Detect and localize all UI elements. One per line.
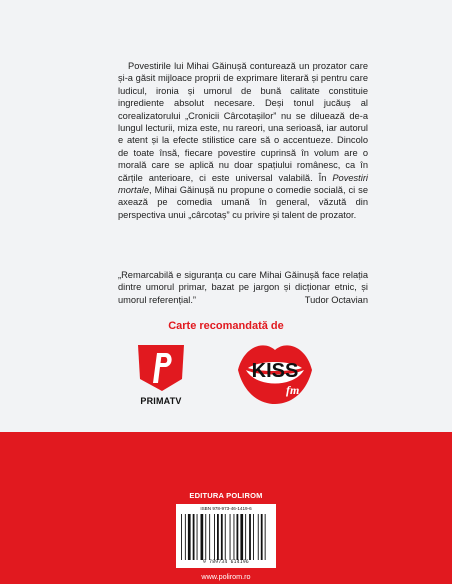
publisher-name: EDITURA POLIROM: [189, 491, 263, 500]
blurb-text: [118, 60, 368, 221]
quote-text: „Remarcabilă e siguranța cu care Mihai Găinușă face relația dintre umorul primar, bazat pe jargon și dicționar etnic, și umorul referențial.”: [118, 270, 368, 305]
prima-tv-logo-icon: [136, 341, 186, 393]
book-title-inline: Povestiri mortale: [118, 172, 368, 196]
blurb-paragraph: [118, 60, 368, 221]
recommended-by-label: Carte recomandată de: [168, 320, 284, 332]
quote-author: Tudor Octavian: [304, 295, 368, 305]
publisher-website: www.polirom.ro: [201, 572, 251, 581]
blurb-part-1: Povestirile lui Mihai Găinușă conturează un prozator care și-a găsit mijloace proprii de exprimare literară și pentru care ludicul, ironia și umorul de bună calitate constituie ingrediente absolut necesare. Deși tonul jucăuș al corealizatorului „Cronicii Cârcotașilor” nu se diluează de-a lungul lecturii, miza este, nu rareori, una serioasă, iar autorul e atent și la efecte stilistice care să o accentueze. Dincolo de toate însă, fiecare povestire cuprinsă în volum are o morală care se aplică nu doar spațiului românesc, ca în cărțile anterioare, ci este universal valabilă. În: [118, 61, 368, 183]
kiss-fm-logo-icon: [234, 336, 316, 408]
prima-tv-logo-text: PRIMATV: [140, 396, 182, 406]
kiss-logo-text: KISS: [251, 360, 299, 382]
kiss-logo-fm: fm: [286, 383, 300, 397]
isbn-text: ISBN 978-973-46-1419-6: [200, 506, 252, 511]
blurb-part-2: , Mihai Găinușă nu propune o comedie socială, ci se axează pe comedia umană în general, văzută din perspectiva unui „cârcotaș” cu privire și talent de prozator.: [118, 185, 368, 220]
barcode-box: [176, 504, 276, 568]
barcode-icon: [181, 514, 271, 560]
barcode-digits: 9 789734 614196: [203, 560, 249, 565]
